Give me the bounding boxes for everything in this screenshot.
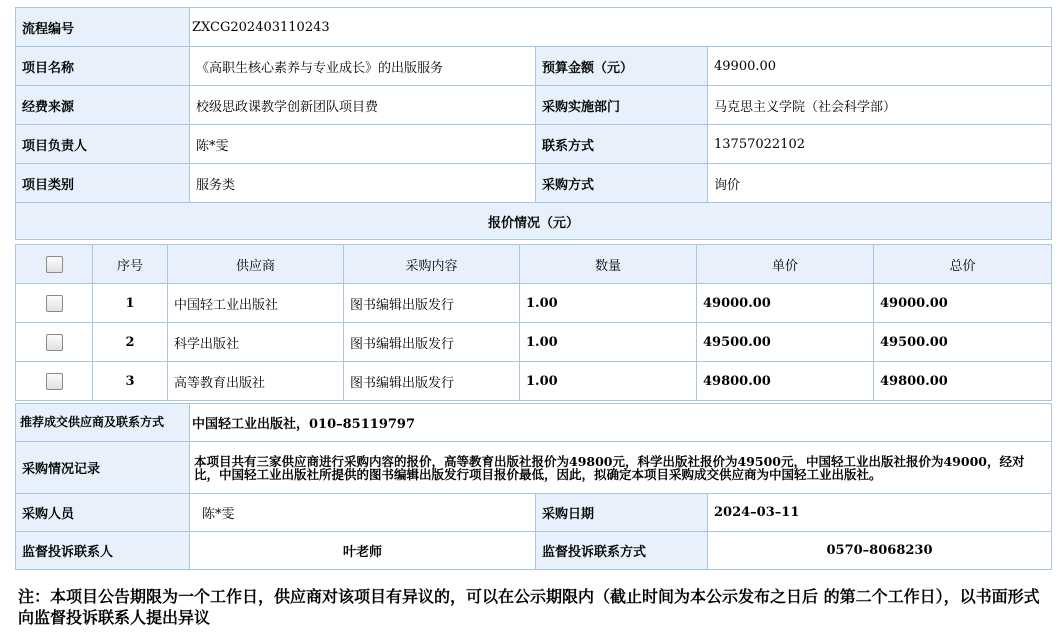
col-header-content: 采购内容 (344, 245, 520, 284)
row-total: 49500.00 (874, 323, 1052, 362)
contact-value: 13757022102 (708, 125, 1052, 164)
method-value: 询价 (708, 164, 1052, 203)
record-value: 本项目共有三家供应商进行采购内容的报价，高等教育出版社报价为49800元，科学出版社报价为49500元，中国轻工业出版社报价为49000，经对比，中国轻工业出版社所提供的图书编辑出版发行项目报价最低，因此，拟确定本项目采购成交供应商为中国轻工业出版社。 (190, 442, 1052, 494)
recommend-label: 推荐成交供应商及联系方式 (16, 404, 190, 442)
row-content: 图书编辑出版发行 (344, 323, 520, 362)
row-supplier: 高等教育出版社 (168, 362, 344, 401)
recommend-value: 中国轻工业出版社，010–85119797 (190, 404, 1052, 442)
row-total: 49800.00 (874, 362, 1052, 401)
supervisor-phone-label: 监督投诉联系方式 (536, 532, 708, 570)
leader-label: 项目负责人 (16, 125, 190, 164)
select-all-checkbox[interactable] (46, 256, 63, 273)
table-row (16, 323, 1052, 362)
row-checkbox[interactable] (46, 334, 63, 351)
row-total: 49000.00 (874, 284, 1052, 323)
row-select-cell[interactable] (16, 284, 93, 323)
leader-value: 陈*雯 (190, 125, 536, 164)
row-content: 图书编辑出版发行 (344, 362, 520, 401)
col-header-supplier: 供应商 (168, 245, 344, 284)
buyer-value: 陈*雯 (190, 494, 536, 532)
notice-text: 注：本项目公告期限为一个工作日，供应商对该项目有异议的，可以在公示期限内（截止时间为本公示发布之日后 的第二个工作日），以书面形式向监督投诉联系人提出异议 (18, 587, 1040, 627)
col-header-qty: 数量 (520, 245, 697, 284)
row-no: 2 (93, 323, 168, 362)
dept-label: 采购实施部门 (536, 86, 708, 125)
budget-value: 49900.00 (708, 47, 1052, 86)
buyer-label: 采购人员 (16, 494, 190, 532)
table-row (16, 362, 1052, 401)
row-content: 图书编辑出版发行 (344, 284, 520, 323)
flow-no-label: 流程编号 (16, 8, 190, 47)
supervisor-value: 叶老师 (190, 532, 536, 570)
row-supplier: 科学出版社 (168, 323, 344, 362)
quote-header-row (16, 245, 1052, 284)
fund-source-label: 经费来源 (16, 86, 190, 125)
col-header-total: 总价 (874, 245, 1052, 284)
date-label: 采购日期 (536, 494, 708, 532)
supervisor-label: 监督投诉联系人 (16, 532, 190, 570)
result-table (15, 403, 1052, 570)
row-qty: 1.00 (520, 284, 697, 323)
row-checkbox[interactable] (46, 295, 63, 312)
row-qty: 1.00 (520, 323, 697, 362)
project-name-label: 项目名称 (16, 47, 190, 86)
flow-no-value: ZXCG202403110243 (190, 8, 1052, 47)
supervisor-phone-value: 0570–8068230 (708, 532, 1052, 570)
row-select-cell[interactable] (16, 362, 93, 401)
dept-value: 马克思主义学院（社会科学部） (708, 86, 1052, 125)
project-info-table (15, 7, 1052, 240)
col-header-unit: 单价 (697, 245, 874, 284)
row-no: 1 (93, 284, 168, 323)
col-header-no: 序号 (93, 245, 168, 284)
quote-section-title: 报价情况（元） (16, 203, 1052, 240)
contact-label: 联系方式 (536, 125, 708, 164)
table-row (16, 284, 1052, 323)
record-label: 采购情况记录 (16, 442, 190, 494)
date-value: 2024–03–11 (708, 494, 1052, 532)
row-unit: 49500.00 (697, 323, 874, 362)
row-unit: 49800.00 (697, 362, 874, 401)
category-label: 项目类别 (16, 164, 190, 203)
row-qty: 1.00 (520, 362, 697, 401)
row-no: 3 (93, 362, 168, 401)
row-unit: 49000.00 (697, 284, 874, 323)
row-select-cell[interactable] (16, 323, 93, 362)
select-all-cell[interactable] (16, 245, 93, 284)
budget-label: 预算金额（元） (536, 47, 708, 86)
row-supplier: 中国轻工业出版社 (168, 284, 344, 323)
category-value: 服务类 (190, 164, 536, 203)
project-name-value: 《高职生核心素养与专业成长》的出版服务 (190, 47, 536, 86)
fund-source-value: 校级思政课教学创新团队项目费 (190, 86, 536, 125)
row-checkbox[interactable] (46, 373, 63, 390)
quote-table (15, 244, 1052, 401)
method-label: 采购方式 (536, 164, 708, 203)
